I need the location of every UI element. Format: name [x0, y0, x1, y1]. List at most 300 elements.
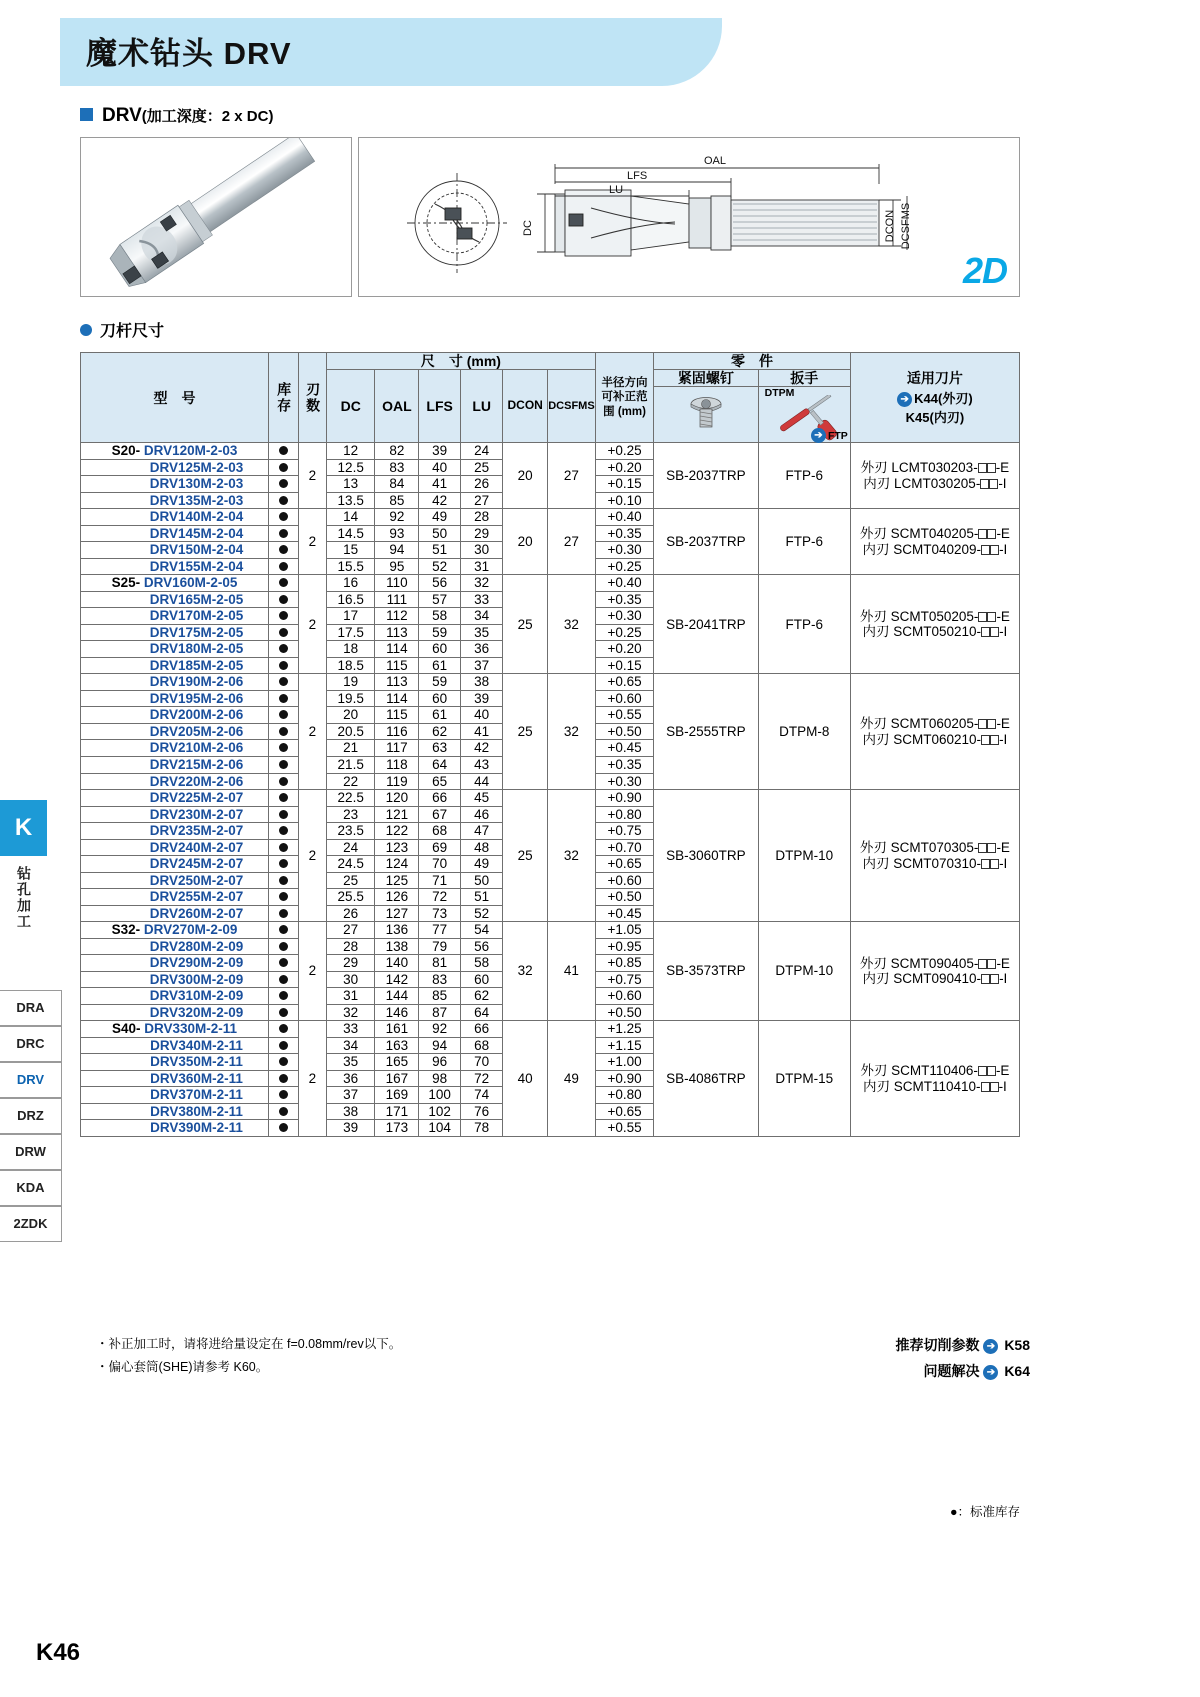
- cell-insert-outer: 外刃 SCMT090405- -E: [859, 955, 1010, 971]
- cell-insert-inner: 内刃 SCMT070310- -I: [862, 855, 1008, 871]
- cell-stock-dot: [269, 525, 299, 542]
- cell-stock-dot: [269, 641, 299, 658]
- drill-photo: [81, 138, 351, 296]
- cell-wrench: FTP-6: [758, 575, 850, 674]
- cell-flutes: 2: [298, 674, 326, 790]
- cell-stock-dot: [269, 575, 299, 592]
- cell-insert: [850, 674, 1019, 790]
- stock-dot-icon: [279, 942, 288, 951]
- cell-radius: +0.75: [595, 971, 653, 988]
- cell-lu: 44: [461, 773, 503, 790]
- cell-model-text: DRV240M-2-07: [149, 839, 244, 855]
- cell-oal: 115: [375, 707, 419, 724]
- cell-model-text: DRV390M-2-11: [150, 1120, 243, 1136]
- cell-model: [81, 1021, 269, 1038]
- stock-dot-icon: [279, 975, 288, 984]
- cell-dcsfms: 27: [547, 443, 595, 509]
- cell-stock-dot: [269, 542, 299, 559]
- cell-radius: +0.95: [595, 938, 653, 955]
- cell-radius: +0.65: [595, 674, 653, 691]
- th-flutes: 刃数: [298, 353, 326, 443]
- cell-insert: [850, 509, 1019, 575]
- cell-radius: +0.65: [595, 856, 653, 873]
- cell-lu: 28: [461, 509, 503, 526]
- cell-model-text: DRV300M-2-09: [149, 971, 244, 987]
- placeholder-box-icon: [990, 545, 999, 555]
- cell-model: [81, 922, 269, 939]
- cell-model: [81, 591, 269, 608]
- th-screw: 紧固螺钉: [654, 370, 758, 387]
- cell-dc: 14.5: [326, 525, 375, 542]
- stock-dot-icon: [279, 958, 288, 967]
- cell-stock-dot: [269, 591, 299, 608]
- cell-flutes: 2: [298, 575, 326, 674]
- stock-dot-icon: [279, 479, 288, 488]
- cell-lfs: 56: [419, 575, 461, 592]
- cell-dc: 19: [326, 674, 375, 691]
- cell-model-prefix: S32-: [111, 922, 144, 938]
- cell-dc: 13.5: [326, 492, 375, 509]
- placeholder-box-icon: [989, 479, 998, 489]
- cell-dcsfms: 27: [547, 509, 595, 575]
- cell-insert: [850, 575, 1019, 674]
- th-insert-title: 适用刀片: [906, 369, 963, 386]
- th-radius: 半径方向可补正范围 (mm): [595, 353, 653, 443]
- depth-badge: 2D: [962, 250, 1007, 291]
- cell-oal: 138: [375, 938, 419, 955]
- cell-lfs: 64: [419, 756, 461, 773]
- cell-wrench: FTP-6: [758, 443, 850, 509]
- cell-insert-outer: 外刃 SCMT060205- -E: [859, 716, 1010, 732]
- cell-radius: +0.25: [595, 558, 653, 575]
- cell-model: [81, 790, 269, 807]
- cell-lfs: 81: [419, 955, 461, 972]
- cell-model-text: DRV225M-2-07: [149, 790, 244, 806]
- cell-oal: 169: [375, 1087, 419, 1104]
- cell-dcon: 40: [503, 1021, 548, 1137]
- placeholder-box-icon: [987, 719, 996, 729]
- cell-model: [81, 723, 269, 740]
- sidebar-item-2zdk[interactable]: 2ZDK: [0, 1206, 62, 1242]
- cell-insert: [850, 922, 1019, 1021]
- cell-model: [81, 740, 269, 757]
- cell-model-text: DRV270M-2-09: [143, 922, 238, 938]
- cell-oal: 171: [375, 1103, 419, 1120]
- th-lu: LU: [461, 370, 503, 443]
- cell-lu: 32: [461, 575, 503, 592]
- cell-insert-inner: 内刃 SCMT050210- -I: [862, 624, 1008, 640]
- stock-dot-icon: [279, 1123, 288, 1132]
- cell-model: [81, 509, 269, 526]
- cell-dc: 20.5: [326, 723, 375, 740]
- cell-stock-dot: [269, 492, 299, 509]
- stock-dot-icon: [279, 578, 288, 587]
- cell-dc: 37: [326, 1087, 375, 1104]
- footnote-1: ・补正加工时，请将进给量设定在 f=0.08mm/rev以下。: [96, 1337, 402, 1351]
- stock-dot-icon: [279, 743, 288, 752]
- cell-lu: 29: [461, 525, 503, 542]
- cell-stock-dot: [269, 1103, 299, 1120]
- cell-model-prefix: S20-: [111, 443, 144, 459]
- cell-lu: 58: [461, 955, 503, 972]
- cell-lfs: 79: [419, 938, 461, 955]
- cell-lu: 49: [461, 856, 503, 873]
- cell-model-text: DRV380M-2-11: [150, 1103, 243, 1119]
- cell-model-text: DRV255M-2-07: [149, 889, 244, 905]
- cell-lu: 64: [461, 1004, 503, 1021]
- ref-cutting-params[interactable]: 推荐切削参数 ➔ K58: [895, 1337, 1030, 1353]
- cell-lu: 68: [461, 1037, 503, 1054]
- cell-lu: 27: [461, 492, 503, 509]
- sidebar-chapter-tab[interactable]: K: [0, 800, 47, 856]
- cell-model-text: DRV320M-2-09: [149, 1004, 244, 1020]
- footer-references: [896, 1333, 1030, 1385]
- sidebar-item-dra[interactable]: DRA: [0, 990, 62, 1026]
- placeholder-box-icon: [990, 974, 999, 984]
- stock-dot-icon: [279, 1074, 288, 1083]
- cell-lfs: 61: [419, 657, 461, 674]
- cell-lfs: 102: [419, 1103, 461, 1120]
- page-header: [0, 0, 1200, 100]
- cell-stock-dot: [269, 856, 299, 873]
- th-insert-inner: K45(内刃): [905, 410, 965, 426]
- cell-oal: 146: [375, 1004, 419, 1021]
- cell-dc: 28: [326, 938, 375, 955]
- cell-dc: 26: [326, 905, 375, 922]
- cell-insert-outer: 外刃 SCMT110406- -E: [860, 1063, 1010, 1079]
- cell-model-text: DRV350M-2-11: [150, 1054, 243, 1070]
- cell-lfs: 41: [419, 476, 461, 493]
- cell-screw: SB-2037TRP: [654, 443, 758, 509]
- cell-dc: 32: [326, 1004, 375, 1021]
- square-bullet-icon: [80, 108, 93, 121]
- cell-stock-dot: [269, 723, 299, 740]
- th-model: 型 号: [81, 353, 269, 443]
- spec-table: [80, 352, 1020, 1137]
- cell-model-text: DRV220M-2-06: [149, 773, 244, 789]
- cell-lu: 45: [461, 790, 503, 807]
- stock-dot-icon: [279, 1107, 288, 1116]
- cell-stock-dot: [269, 509, 299, 526]
- footnote-2: ・偏心套筒(SHE)请参考 K60。: [96, 1359, 269, 1374]
- cell-model: [81, 608, 269, 625]
- cell-radius: +0.50: [595, 889, 653, 906]
- cell-stock-dot: [269, 608, 299, 625]
- cell-model: [81, 1103, 269, 1120]
- cell-radius: +0.85: [595, 955, 653, 972]
- cell-flutes: 2: [298, 509, 326, 575]
- cell-model: [81, 657, 269, 674]
- cell-stock-dot: [269, 756, 299, 773]
- arrow-icon-k64: ➔: [983, 1365, 998, 1380]
- cell-dc: 33: [326, 1021, 375, 1038]
- placeholder-box-icon: [978, 959, 987, 969]
- cell-oal: 120: [375, 790, 419, 807]
- cell-dc: 16: [326, 575, 375, 592]
- cell-lfs: 100: [419, 1087, 461, 1104]
- cell-model: [81, 938, 269, 955]
- stock-dot-icon: [279, 1090, 288, 1099]
- cell-lu: 33: [461, 591, 503, 608]
- cell-insert-inner: 内刃 SCMT040209- -I: [862, 541, 1008, 557]
- cell-model-text: DRV250M-2-07: [149, 872, 244, 888]
- cell-oal: 113: [375, 674, 419, 691]
- cell-model: [81, 823, 269, 840]
- cell-model: [81, 624, 269, 641]
- cell-stock-dot: [269, 1004, 299, 1021]
- table-row: [81, 509, 1020, 526]
- cell-flutes: 2: [298, 790, 326, 922]
- th-parts-group: 零 件: [654, 353, 851, 370]
- dim-label-dcsfms: DCSFMS: [900, 202, 912, 250]
- cell-oal: 84: [375, 476, 419, 493]
- stock-dot-icon: [279, 595, 288, 604]
- cell-screw: SB-2041TRP: [654, 575, 758, 674]
- cell-lfs: 49: [419, 509, 461, 526]
- cell-lfs: 69: [419, 839, 461, 856]
- cell-oal: 165: [375, 1054, 419, 1071]
- cell-lu: 66: [461, 1021, 503, 1038]
- cell-wrench: DTPM-10: [758, 790, 850, 922]
- cell-lfs: 59: [419, 624, 461, 641]
- stock-dot-icon: [279, 694, 288, 703]
- cell-model: [81, 641, 269, 658]
- cell-oal: 136: [375, 922, 419, 939]
- cell-lu: 74: [461, 1087, 503, 1104]
- section-heading: [80, 105, 273, 127]
- cell-oal: 117: [375, 740, 419, 757]
- cell-model-text: DRV330M-2-11: [144, 1021, 238, 1037]
- table-row: [81, 1021, 1020, 1038]
- table-row: [81, 790, 1020, 807]
- placeholder-box-icon: [980, 479, 989, 489]
- th-insert: [850, 353, 1019, 443]
- cell-dc: 17.5: [326, 624, 375, 641]
- cell-oal: 119: [375, 773, 419, 790]
- cell-stock-dot: [269, 839, 299, 856]
- cell-model-text: DRV120M-2-03: [143, 443, 238, 459]
- stock-dot-icon: [279, 446, 288, 455]
- cell-radius: +0.30: [595, 608, 653, 625]
- cell-dc: 19.5: [326, 690, 375, 707]
- cell-stock-dot: [269, 657, 299, 674]
- cell-radius: +1.00: [595, 1054, 653, 1071]
- dim-label-lu: LU: [609, 184, 624, 196]
- placeholder-box-icon: [987, 612, 996, 622]
- cell-radius: +1.15: [595, 1037, 653, 1054]
- cell-dc: 23.5: [326, 823, 375, 840]
- stock-dot-icon: [279, 1041, 288, 1050]
- cell-oal: 114: [375, 690, 419, 707]
- cell-model: [81, 674, 269, 691]
- cell-lfs: 73: [419, 905, 461, 922]
- cell-model-text: DRV195M-2-06: [149, 690, 244, 706]
- stock-dot-icon: [279, 1008, 288, 1017]
- cell-radius: +0.80: [595, 1087, 653, 1104]
- placeholder-box-icon: [978, 612, 987, 622]
- cell-radius: +0.20: [595, 641, 653, 658]
- placeholder-box-icon: [990, 859, 999, 869]
- cell-stock-dot: [269, 988, 299, 1005]
- cell-model-text: DRV135M-2-03: [149, 492, 244, 508]
- cell-screw: SB-3060TRP: [654, 790, 758, 922]
- sidebar-item-drw[interactable]: DRW: [0, 1134, 62, 1170]
- screw-icon: [683, 393, 729, 433]
- cell-model: [81, 905, 269, 922]
- cell-radius: +0.60: [595, 988, 653, 1005]
- cell-insert-inner: 内刃 SCMT090410- -I: [862, 971, 1008, 987]
- cell-lfs: 60: [419, 690, 461, 707]
- cell-radius: +0.55: [595, 1120, 653, 1137]
- sidebar-item-drc[interactable]: DRC: [0, 1026, 62, 1062]
- dim-label-dc: DC: [522, 220, 534, 236]
- cell-lu: 35: [461, 624, 503, 641]
- cell-insert: [850, 790, 1019, 922]
- th-wrench: 扳手: [758, 370, 850, 387]
- sidebar-chapter-label: 钻孔加工: [16, 866, 32, 930]
- cell-oal: 126: [375, 889, 419, 906]
- wrench-label-ftp: ➔ FTP: [811, 428, 848, 443]
- cell-stock-dot: [269, 740, 299, 757]
- cell-lfs: 94: [419, 1037, 461, 1054]
- cell-lu: 31: [461, 558, 503, 575]
- cell-dc: 23: [326, 806, 375, 823]
- cell-radius: +0.10: [595, 492, 653, 509]
- cell-model-text: DRV170M-2-05: [149, 608, 244, 624]
- cell-dc: 18.5: [326, 657, 375, 674]
- cell-oal: 163: [375, 1037, 419, 1054]
- cell-oal: 94: [375, 542, 419, 559]
- cell-dc: 31: [326, 988, 375, 1005]
- cell-model-prefix: S25-: [111, 575, 144, 591]
- cell-stock-dot: [269, 459, 299, 476]
- placeholder-box-icon: [978, 463, 987, 473]
- cell-oal: 118: [375, 756, 419, 773]
- cell-stock-dot: [269, 1120, 299, 1137]
- cell-flutes: 2: [298, 922, 326, 1021]
- cell-model-prefix: S40-: [111, 1021, 145, 1037]
- cell-model: [81, 1004, 269, 1021]
- cell-model: [81, 872, 269, 889]
- cell-oal: 140: [375, 955, 419, 972]
- cell-lfs: 39: [419, 443, 461, 460]
- table-row: [81, 443, 1020, 460]
- placeholder-box-icon: [987, 843, 996, 853]
- cell-model-text: DRV130M-2-03: [149, 476, 244, 492]
- cell-dcon: 25: [503, 674, 548, 790]
- stock-dot-icon: [279, 512, 288, 521]
- placeholder-box-icon: [981, 859, 990, 869]
- cell-lu: 72: [461, 1070, 503, 1087]
- cell-model-text: DRV215M-2-06: [149, 756, 244, 772]
- cell-oal: 125: [375, 872, 419, 889]
- cell-dc: 21: [326, 740, 375, 757]
- cell-model-text: DRV235M-2-07: [149, 823, 244, 839]
- cell-dc: 25.5: [326, 889, 375, 906]
- cell-lfs: 77: [419, 922, 461, 939]
- cell-oal: 83: [375, 459, 419, 476]
- cell-oal: 112: [375, 608, 419, 625]
- cell-stock-dot: [269, 773, 299, 790]
- cell-dc: 24.5: [326, 856, 375, 873]
- cell-oal: 85: [375, 492, 419, 509]
- cell-stock-dot: [269, 1054, 299, 1071]
- cell-oal: 122: [375, 823, 419, 840]
- page-title: 魔术钻头 DRV: [86, 36, 292, 71]
- cell-insert-outer: 外刃 SCMT040205- -E: [859, 526, 1010, 542]
- cell-oal: 142: [375, 971, 419, 988]
- cell-dc: 38: [326, 1103, 375, 1120]
- stock-dot-icon: [279, 644, 288, 653]
- cell-dc: 24: [326, 839, 375, 856]
- cell-stock-dot: [269, 690, 299, 707]
- cell-radius: +0.90: [595, 1070, 653, 1087]
- cell-lfs: 63: [419, 740, 461, 757]
- cell-lu: 50: [461, 872, 503, 889]
- cell-lfs: 42: [419, 492, 461, 509]
- cell-oal: 123: [375, 839, 419, 856]
- cell-model: [81, 955, 269, 972]
- sidebar-item-kda[interactable]: KDA: [0, 1170, 62, 1206]
- stock-dot-icon: [279, 892, 288, 901]
- cell-wrench: DTPM-15: [758, 1021, 850, 1137]
- th-stock: 库存: [269, 353, 299, 443]
- sidebar-item-drz[interactable]: DRZ: [0, 1098, 62, 1134]
- cell-dc: 27: [326, 922, 375, 939]
- cell-dc: 22.5: [326, 790, 375, 807]
- cell-model: [81, 1070, 269, 1087]
- cell-flutes: 2: [298, 443, 326, 509]
- cell-lu: 51: [461, 889, 503, 906]
- cell-dc: 15: [326, 542, 375, 559]
- stock-dot-icon: [279, 760, 288, 769]
- cell-model: [81, 542, 269, 559]
- cell-lfs: 83: [419, 971, 461, 988]
- cell-lu: 24: [461, 443, 503, 460]
- cell-lfs: 59: [419, 674, 461, 691]
- th-dcon: DCON: [503, 370, 548, 443]
- cell-screw: SB-3573TRP: [654, 922, 758, 1021]
- placeholder-box-icon: [978, 719, 987, 729]
- cell-oal: 124: [375, 856, 419, 873]
- sidebar-item-drv[interactable]: DRV: [0, 1062, 62, 1098]
- cell-wrench: DTPM-8: [758, 674, 850, 790]
- dimension-drawing: [359, 138, 1019, 296]
- cell-oal: 82: [375, 443, 419, 460]
- cell-radius: +0.35: [595, 591, 653, 608]
- stock-dot-icon: [279, 843, 288, 852]
- ref-troubleshoot[interactable]: 问题解决 ➔ K64: [923, 1362, 1030, 1379]
- cell-dc: 17: [326, 608, 375, 625]
- cell-lu: 30: [461, 542, 503, 559]
- cell-model-text: DRV150M-2-04: [149, 542, 244, 558]
- cell-lfs: 104: [419, 1120, 461, 1137]
- cell-stock-dot: [269, 905, 299, 922]
- stock-dot-icon: [279, 777, 288, 786]
- th-screw-icon-cell: [654, 387, 758, 443]
- cell-radius: +0.65: [595, 1103, 653, 1120]
- round-bullet-icon: [80, 324, 92, 336]
- cell-model-text: DRV260M-2-07: [149, 905, 244, 921]
- cell-stock-dot: [269, 823, 299, 840]
- cell-lu: 36: [461, 641, 503, 658]
- cell-model-text: DRV310M-2-09: [149, 988, 244, 1004]
- cell-lu: 70: [461, 1054, 503, 1071]
- cell-radius: +0.55: [595, 707, 653, 724]
- cell-stock-dot: [269, 938, 299, 955]
- cell-dc: 20: [326, 707, 375, 724]
- cell-dc: 35: [326, 1054, 375, 1071]
